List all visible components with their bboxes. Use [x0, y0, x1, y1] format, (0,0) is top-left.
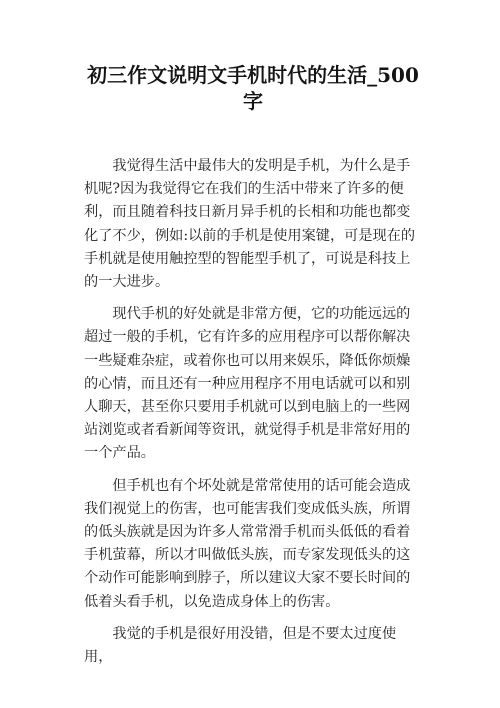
paragraph-2: 现代手机的好处就是非常方便，它的功能远远的超过一般的手机，它有许多的应用程序可以帮你解决一些疑难杂症，或着你也可以用来娱乐，降低你烦燥的心情，而且还有一种应用程序不用电话就可以和别人聊天，甚至你只要用手机就可以到电脑上的一些网站浏览或者看新闻等资讯，就觉得手机是非常好用的一个产品。: [84, 306, 411, 462]
document-body: [84, 155, 422, 669]
document-title: 初三作文说明文手机时代的生活_500字: [87, 63, 419, 113]
paragraph-4: 我觉的手机是很好用没错，但是不要太过度使用，: [84, 625, 397, 666]
paragraph-1: 我觉得生活中最伟大的发明是手机，为什么是手机呢?因为我觉得它在我们的生活中带来了许多的便利，而且随着科技日新月异手机的长相和功能也都变化了不少，例如:以前的手机是使用案键，可是现在的手机就是使用触控型的智能型手机了，可说是科技上的一大进步。: [84, 158, 416, 291]
paragraph-3: 但手机也有个坏处就是常常使用的话可能会造成我们视觉上的伤害，也可能害我们变成低头族，所谓的低头族就是因为许多人常常滑手机而头低低的看着手机萤幕，所以才叫做低头族，而专家发现低头的这个动作可能影响到脖子，所以建议大家不要长时间的低着头看手机，以免造成身体上的伤害。: [84, 477, 411, 610]
